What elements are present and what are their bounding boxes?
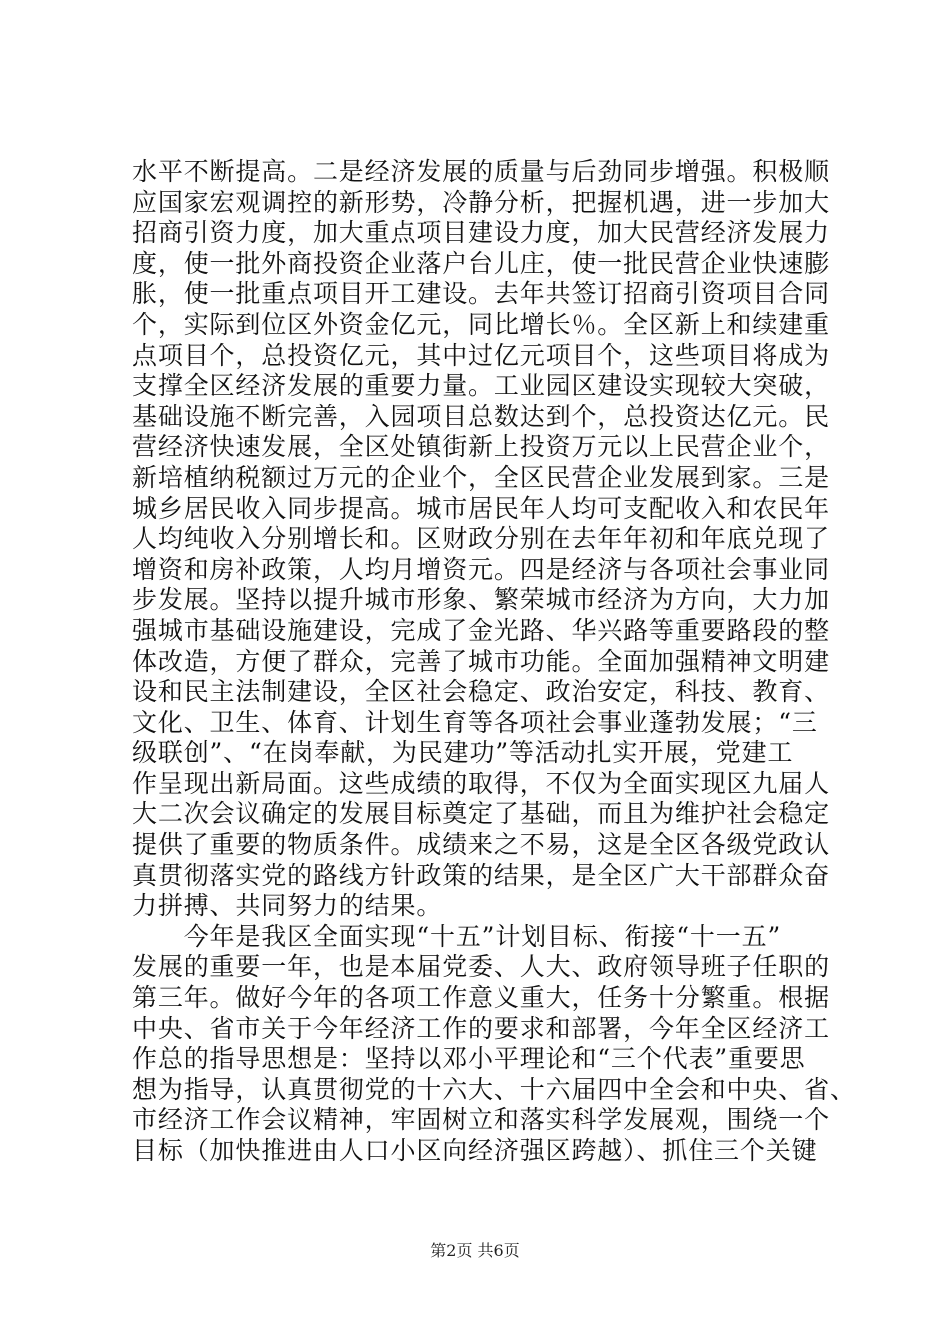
text-line: 文化、卫生、体育、计划生育等各项社会事业蓬勃发展；“三: [132, 707, 818, 737]
page-footer: [0, 1241, 950, 1261]
text-line: 想为指导，认真贯彻党的十六大、十六届四中全会和中央、省、: [132, 1074, 856, 1104]
text-line: 营经济快速发展，全区处镇街新上投资万元以上民营企业个，: [132, 432, 830, 462]
text-line: 胀，使一批重点项目开工建设。去年共签订招商引资项目合同: [132, 279, 830, 309]
text-line: 作总的指导思想是：坚持以邓小平理论和“三个代表”重要思: [132, 1044, 806, 1074]
text-line: 城乡居民收入同步提高。城市居民年人均可支配收入和农民年: [132, 493, 830, 523]
text-line: 设和民主法制建设，全区社会稳定、政治安定，科技、教育、: [132, 677, 830, 707]
page-number: 第2页 共6页: [430, 1241, 520, 1260]
text-line: 体改造，方便了群众，完善了城市功能。全面加强精神文明建: [132, 646, 830, 676]
text-line: 提供了重要的物质条件。成绩来之不易，这是全区各级党政认: [132, 830, 830, 860]
body-text: [132, 157, 856, 1167]
text-line: 今年是我区全面实现“十五”计划目标、衔接“十一五”: [132, 921, 782, 951]
text-line: 市经济工作会议精神，牢固树立和落实科学发展观，围绕一个: [132, 1105, 830, 1135]
text-line: 人均纯收入分别增长和。区财政分别在去年年初和年底兑现了: [132, 524, 830, 554]
text-line: 发展的重要一年，也是本届党委、人大、政府领导班子任职的: [132, 952, 830, 982]
text-line: 大二次会议确定的发展目标奠定了基础，而且为维护社会稳定: [132, 799, 830, 829]
text-line: 新培植纳税额过万元的企业个，全区民营企业发展到家。三是: [132, 462, 830, 492]
text-line: 个，实际到位区外资金亿元，同比增长％。全区新上和续建重: [132, 309, 830, 339]
text-line: 招商引资力度，加大重点项目建设力度，加大民营经济发展力: [132, 218, 830, 248]
text-line: 增资和房补政策，人均月增资元。四是经济与各项社会事业同: [132, 554, 830, 584]
text-line: 基础设施不断完善，入园项目总数达到个，总投资达亿元。民: [132, 401, 830, 431]
text-line: 度，使一批外商投资企业落户台儿庄，使一批民营企业快速膨: [132, 248, 830, 278]
text-line: 点项目个，总投资亿元，其中过亿元项目个，这些项目将成为: [132, 340, 830, 370]
text-line: 中央、省市关于今年经济工作的要求和部署，今年全区经济工: [132, 1013, 830, 1043]
text-line: 步发展。坚持以提升城市形象、繁荣城市经济为方向，大力加: [132, 585, 830, 615]
text-line: 真贯彻落实党的路线方针政策的结果，是全区广大干部群众奋: [132, 860, 830, 890]
text-line: 强城市基础设施建设，完成了金光路、华兴路等重要路段的整: [132, 615, 830, 645]
text-line: 应国家宏观调控的新形势，冷静分析，把握机遇，进一步加大: [132, 187, 830, 217]
text-line: 作呈现出新局面。这些成绩的取得，不仅为全面实现区九届人: [132, 768, 830, 798]
text-line: 级联创”、“在岗奉献，为民建功”等活动扎实开展，党建工: [132, 738, 794, 768]
text-line: 水平不断提高。二是经济发展的质量与后劲同步增强。积极顺: [132, 157, 830, 186]
text-line: 第三年。做好今年的各项工作意义重大，任务十分繁重。根据: [132, 983, 830, 1013]
text-line: 目标（加快推进由人口小区向经济强区跨越）、抓住三个关键: [132, 1136, 818, 1165]
text-line: 力拼搏、共同努力的结果。: [132, 891, 443, 921]
text-line: 支撑全区经济发展的重要力量。工业园区建设实现较大突破，: [132, 371, 830, 401]
